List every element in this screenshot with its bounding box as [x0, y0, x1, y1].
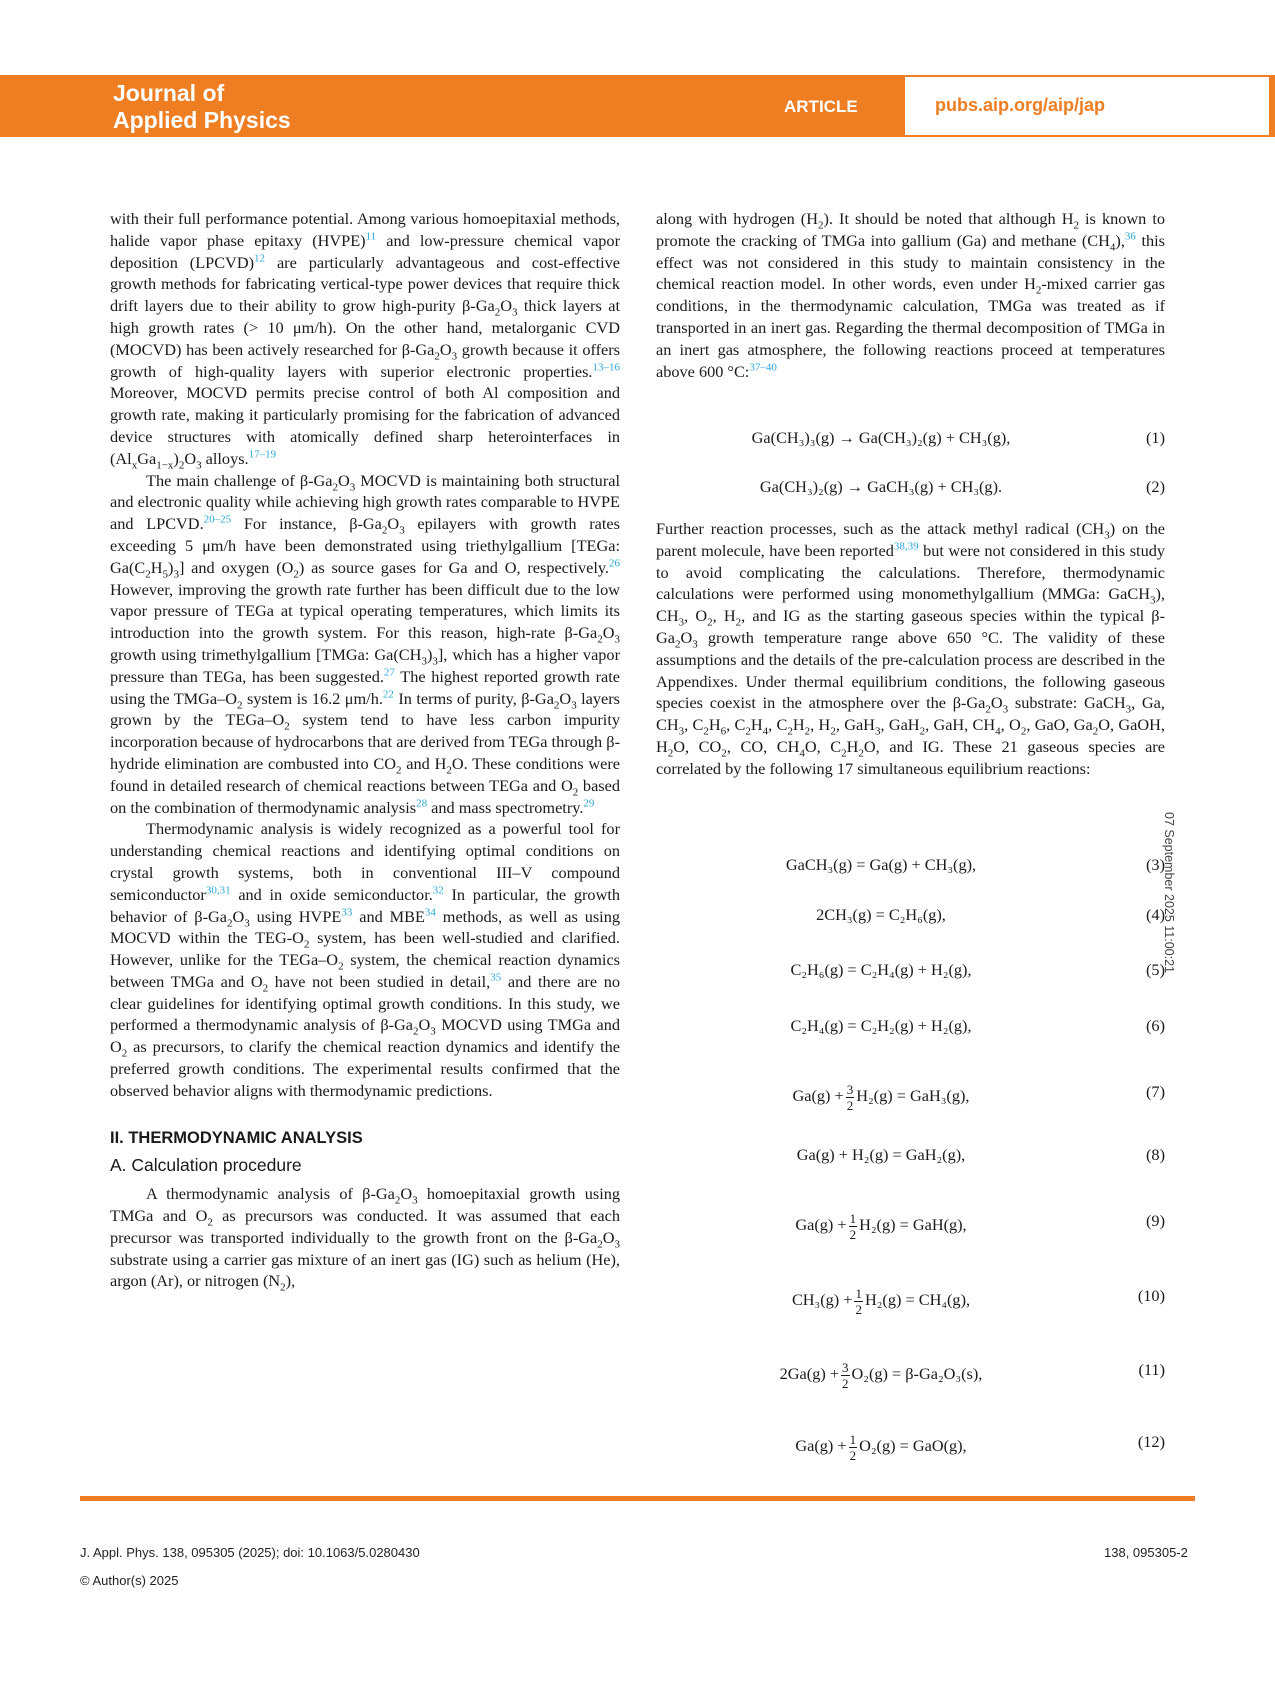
equation: C₂H₄(g) = C₂H₂(g) + H₂(g), (6)	[790, 1016, 1165, 1035]
equation: Ga(g) + $\frac{1}{2}$ H₂(g) = GaH(g), (9)	[795, 1211, 1165, 1242]
paragraph: Further reaction processes, such as the attack methyl radical $(CH_3)$ on the parent molecule, have been reported$^{38,39}$ but were not considered in this study to avoid complicating the calculations. Therefore, thermodynamic calculations were performed using monomethylgallium (MMGa: GaCH$_3$), $CH_3$, $O_2$, $H_2$, and IG as the starting gaseous species within the typical $\beta-Ga_2O_3$ growth temperature range above 650 °C. The validity of these assumptions and the details of the pre-calculation process are described in the Appendixes. Under thermal equilibrium conditions, the following gaseous species coexist in the atmosphere over the $\beta-Ga_2O_3$ substrate: GaCH$_3$, Ga, $CH_3$, $C_2H_6$, $C_2H_4$, $C_2H_2$, $H_2$, GaH$_3$, GaH$_2$, GaH, $CH_4$, $O_2$, GaO, $Ga_2O$, GaOH, $H_2O$, $CO_2$, CO, $CH_4O$, $C_2H_2O$, and IG. These 21 gaseous species are correlated by the following 17 simultaneous equilibrium reactions:	[656, 519, 1165, 778]
download-timestamp: 07 September 2025 11:00:21	[1162, 812, 1176, 974]
copyright-line: © Author(s) 2025	[80, 1573, 179, 1588]
equation: 2Ga(g) + $\frac{3}{2}$ O₂(g) = β-Ga₂O₃(s), (11)	[779, 1360, 1165, 1391]
equation: Ga(CH₃)₂(g) → GaCH₃(g) + CH₃(g). (2)	[759, 477, 1165, 496]
fraction: $\frac{1}{2}$	[855, 1286, 862, 1317]
equation: Ga(g) + $\frac{3}{2}$ H₂(g) = GaH₃(g), (7)	[792, 1082, 1165, 1113]
equation: Ga(CH₃)₃(g) → Ga(CH₃)₂(g) + CH₃(g), (1)	[751, 428, 1165, 447]
citation-line: J. Appl. Phys. 138, 095305 (2025); doi: 10.1063/5.0280430	[80, 1545, 420, 1560]
fraction: $\frac{3}{2}$	[846, 1082, 854, 1113]
fraction: $\frac{1}{2}$	[849, 1432, 857, 1463]
equation: GaCH₃(g) = Ga(g) + CH₃(g), (3)	[785, 855, 1165, 874]
equation: Ga(g) + H₂(g) = GaH₂(g), (8)	[796, 1145, 1165, 1164]
fraction: $\frac{1}{2}$	[849, 1211, 857, 1242]
article-label: ARTICLE	[784, 97, 858, 116]
left-column	[110, 208, 620, 1292]
paragraph: along with hydrogen $(H_2)$. It should be noted that although $H_2$ is known to promote the cracking of TMGa into gallium (Ga) and methane $(CH_4),^{36}$ this effect was not considered in this study to maintain consistency in the chemical reaction model. In other words, even under $H_2$-mixed carrier gas conditions, in the thermodynamic calculation, TMGa was treated as if transported in an inert gas. Regarding the thermal decomposition of TMGa in an inert gas atmosphere, the following reactions proceed at temperatures above 600 °C:$^{37-40}$	[656, 209, 1165, 381]
right-column-body	[656, 518, 1165, 780]
paragraph: The main challenge of $\beta-Ga_2O_3$ MOCVD is maintaining both structural and electronic quality while achieving high growth rates comparable to HVPE and LPCVD.$^{20-25}$ For instance, $\beta-Ga_2O_3$ epilayers with growth rates exceeding 5 μm/h have been demonstrated using triethylgallium [TEGa: $Ga(C_2H_5)_3$] and oxygen $(O_2)$ as source gases for Ga and O, respectively.$^{26}$ However, improving the growth rate further has been difficult due to the low vapor pressure of TEGa at typical operating temperatures, which limits its introduction into the growth system. For this reason, high-rate $\beta-Ga_2O_3$ growth using trimethylgallium [TMGa: $Ga(CH_3)_3$], which has a higher vapor pressure than TEGa, has been suggested.$^{27}$ The highest reported growth rate using the TMGa–$O_2$ system is 16.2 μm/h.$^{22}$ In terms of purity, $\beta-Ga_2O_3$ layers grown by the TEGa–$O_2$ system tend to have less carbon impurity incorporation because of hydrocarbons that are derived from TEGa through β-hydride elimination are combusted into $CO_2$ and $H_2O$. These conditions were found in detailed research of chemical reactions between TEGa and $O_2$ based on the combination of thermodynamic analysis$^{28}$ and mass spectrometry.$^{29}$	[110, 470, 621, 817]
fraction: $\frac{3}{2}$	[842, 1360, 849, 1391]
equation: Ga(g) + $\frac{1}{2}$ O₂(g) = GaO(g), (12)	[795, 1432, 1165, 1463]
equation: 2CH₃(g) = C₂H₆(g), (4)	[816, 905, 1165, 924]
paragraph: Thermodynamic analysis is widely recognized as a powerful tool for understanding chemical reactions and identifying optimal conditions on crystal growth systems, both in conventional III–V compound semiconductor$^{30,31}$ and in oxide semiconductor.$^{32}$ In particular, the growth behavior of $\beta-Ga_2O_3$ using HVPE$^{33}$ and MBE$^{34}$ methods, as well as using MOCVD within the TEG-$O_2$ system, has been well-studied and clarified. However, unlike for the TEGa–$O_2$ system, the chemical reaction dynamics between TMGa and $O_2$ have not been studied in detail,$^{35}$ and there are no clear guidelines for identifying optimal growth conditions. In this study, we performed a thermodynamic analysis of $\beta-Ga_2O_3$ MOCVD using TMGa and $O_2$ as precursors, to clarify the chemical reaction dynamics and identify the preferred growth conditions. The experimental results confirmed that the observed behavior aligns with thermodynamic predictions.	[110, 819, 621, 1100]
paragraph: A thermodynamic analysis of $\beta-Ga_2O_3$ homoepitaxial growth using TMGa and $O_2$ as precursors was conducted. It was assumed that each precursor was transported individually to the growth front on the $\beta-Ga_2O_3$ substrate using a carrier gas mixture of an inert gas (IG) such as helium (He), argon (Ar), or nitrogen $(N_2)$,	[110, 1184, 621, 1294]
subsection-heading: A. Calculation procedure	[110, 1155, 302, 1176]
journal-url-link[interactable]: pubs.aip.org/aip/jap	[935, 95, 1106, 115]
footer-rule	[80, 1496, 1195, 1501]
equation: CH₃(g) + $\frac{1}{2}$ H₂(g) = CH₄(g), (10)	[791, 1286, 1165, 1317]
section-heading: II. THERMODYNAMIC ANALYSIS	[110, 1128, 363, 1147]
journal-title: Journal of Applied Physics	[113, 80, 291, 133]
page-number: 138, 095305-2	[1104, 1545, 1188, 1560]
right-column-intro	[656, 208, 1165, 382]
equation: C₂H₆(g) = C₂H₄(g) + H₂(g), (5)	[790, 960, 1165, 979]
paragraph: with their full performance potential. Among various homoepitaxial methods, halide vapor phase epitaxy (HVPE)$^{11}$ and low-pressure chemical vapor deposition (LPCVD)$^{12}$ are particularly advantageous and cost-effective growth methods for fabricating vertical-type power devices that require thick drift layers due to their ability to grow high-purity $\beta-Ga_2O_3$ thick layers at high growth rates (> 10 μm/h). On the other hand, metalorganic CVD (MOCVD) has been actively researched for $\beta-Ga_2O_3$ growth because it offers growth of high-quality layers with superior electronic properties.$^{13-16}$ Moreover, MOCVD permits precise control of both Al composition and growth rate, making it particularly promising for the fabrication of advanced device structures with atomically defined sharp heterointerfaces in $(Al_xGa_{1-x})_2O_3$ alloys.$^{17-19}$	[110, 209, 621, 472]
